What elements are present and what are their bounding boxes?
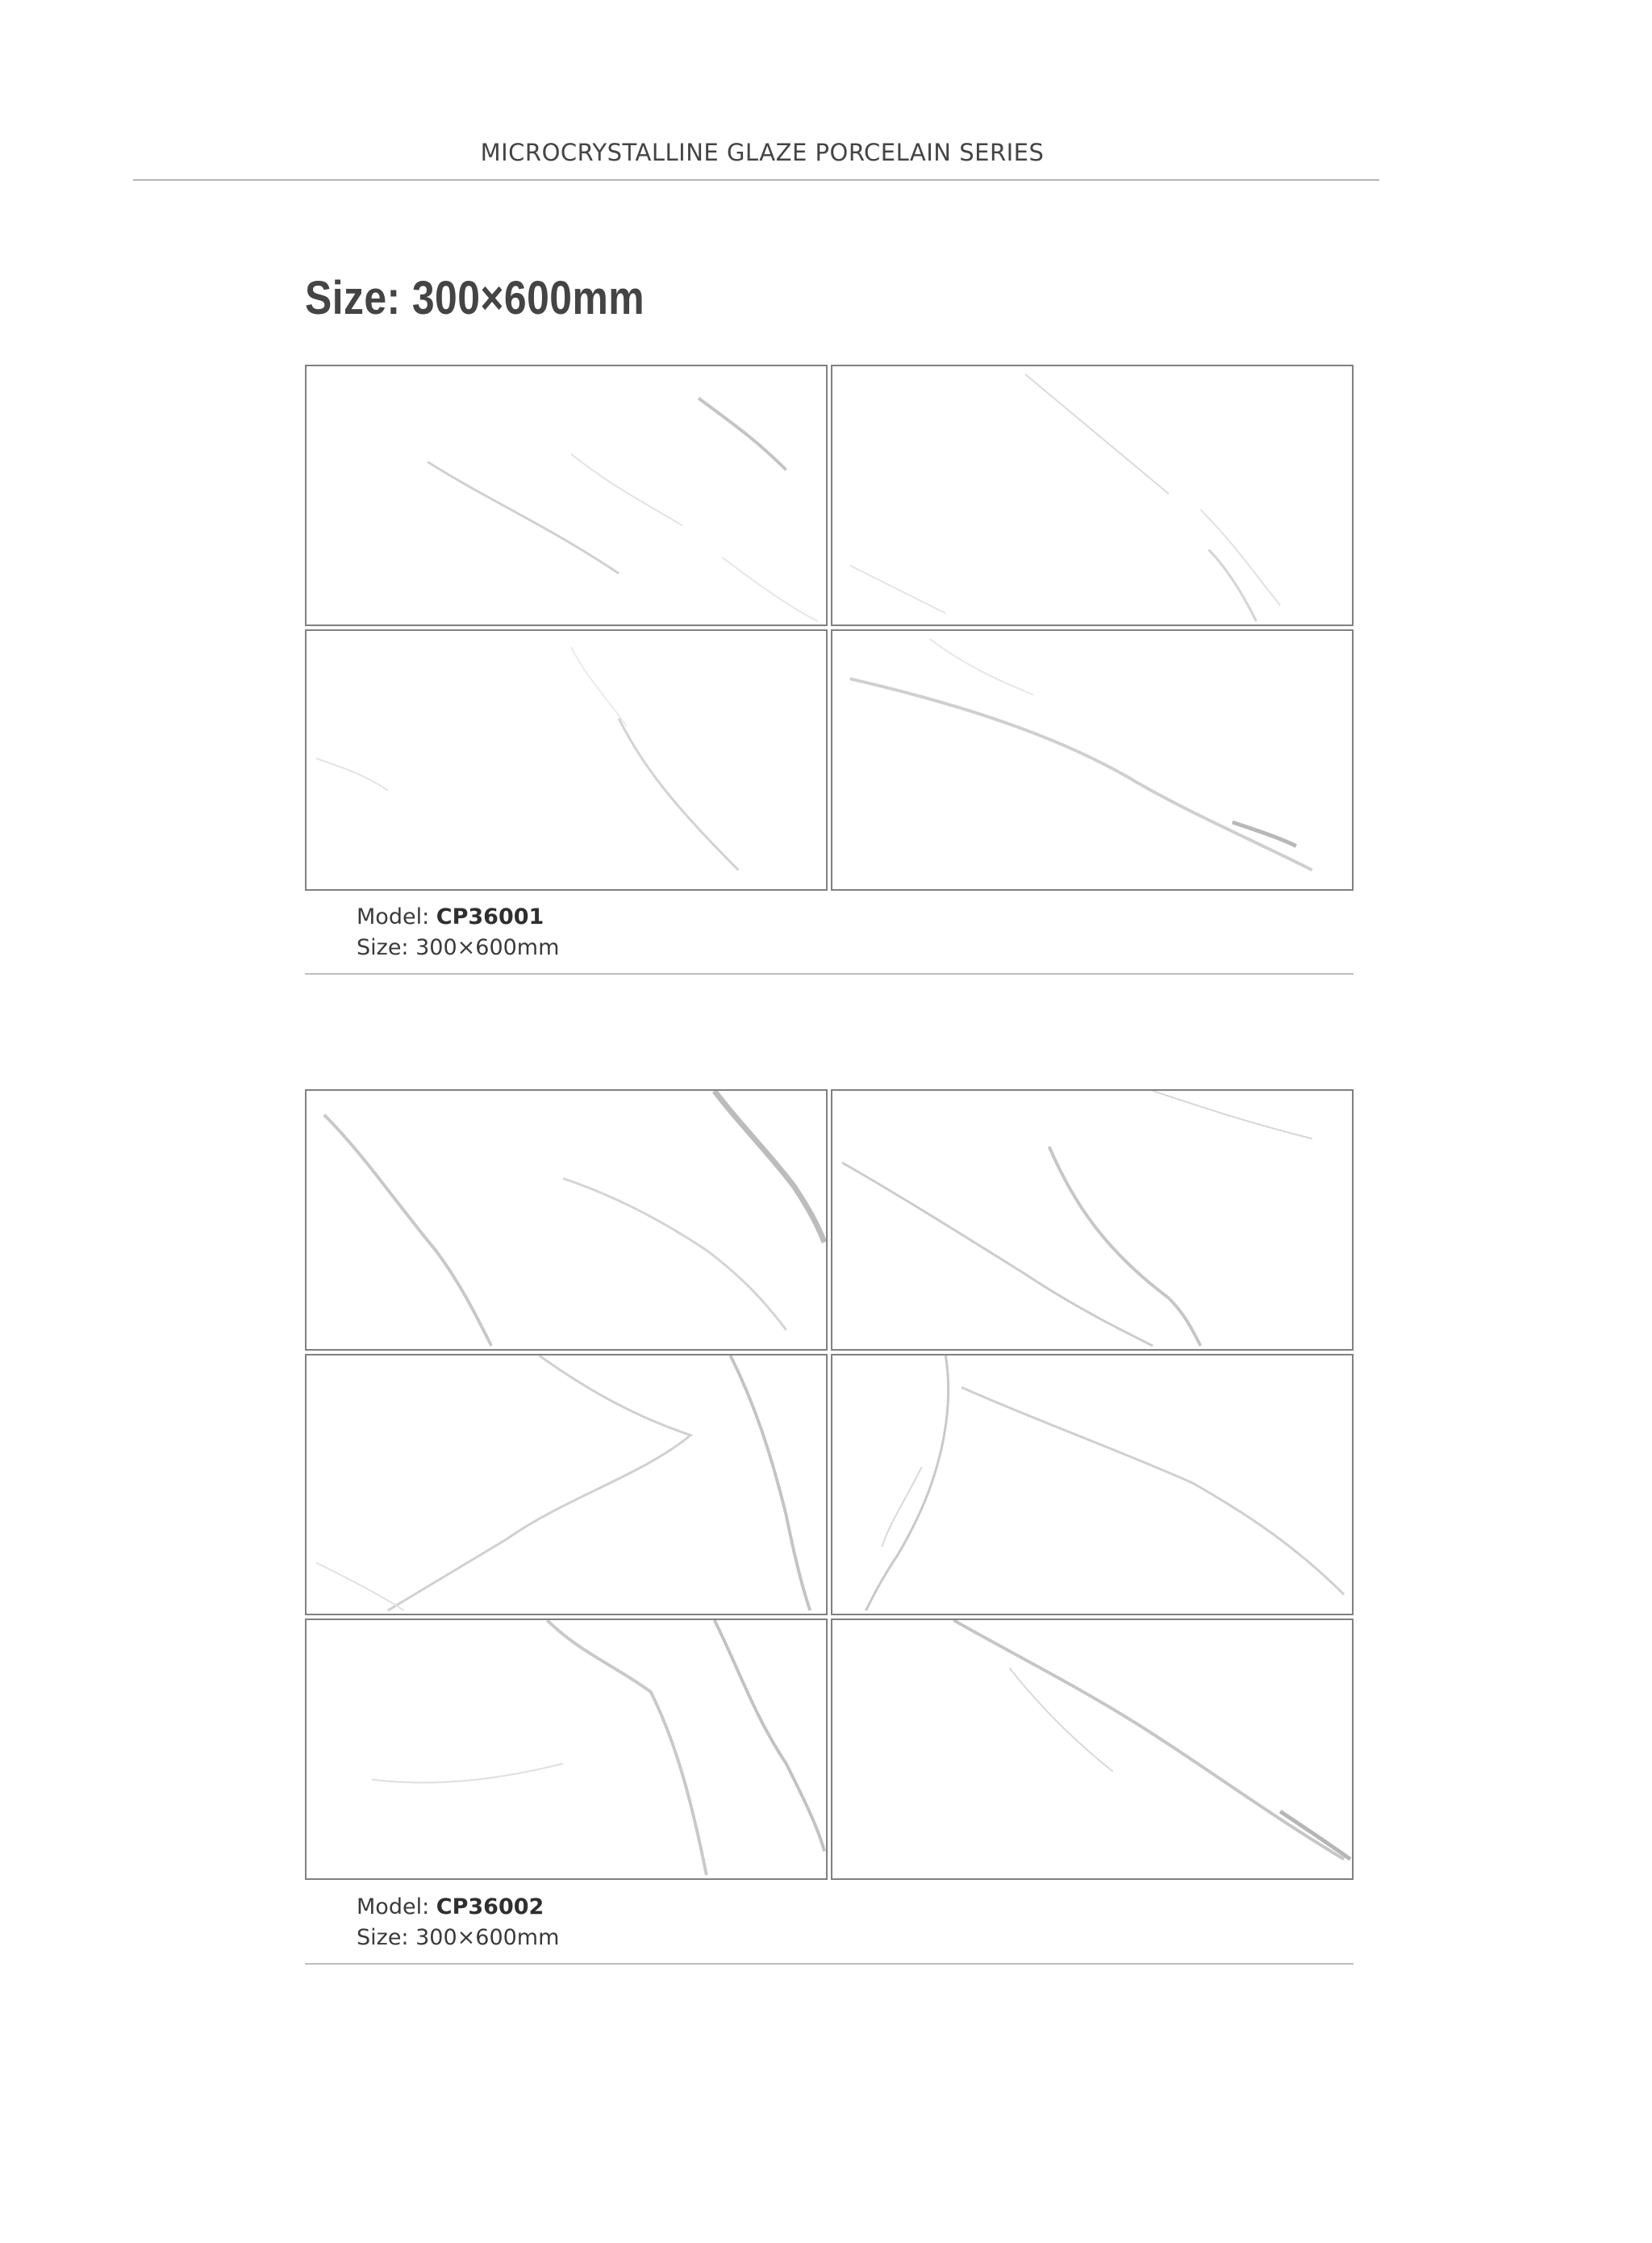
tile-grid-cp36001: [305, 365, 1354, 891]
tile-image: [305, 365, 828, 626]
product-divider: [305, 973, 1354, 975]
tile-image: [831, 365, 1354, 626]
marble-tile-image: [832, 631, 1352, 889]
tile-image: [305, 629, 828, 891]
product-caption-cp36001: [357, 902, 559, 963]
tile-image: [831, 1619, 1354, 1880]
tile-image: [831, 629, 1354, 891]
product-divider: [305, 1963, 1354, 1965]
size-line: Size: 300×600mm: [357, 935, 560, 960]
tile-image: [305, 1354, 828, 1615]
marble-tile-image: [832, 366, 1352, 624]
tile-image: [305, 1089, 828, 1351]
marble-tile-image: [832, 1620, 1352, 1878]
marble-tile-image: [307, 1091, 826, 1349]
model-label: Model:: [357, 904, 430, 929]
header-divider: [133, 179, 1379, 181]
marble-tile-image: [307, 1620, 826, 1878]
series-header: MICROCRYSTALLINE GLAZE PORCELAIN SERIES: [480, 139, 1045, 166]
model-line: [357, 1892, 559, 1923]
tile-image: [831, 1089, 1354, 1351]
model-label: Model:: [357, 1894, 430, 1919]
marble-tile-image: [307, 366, 826, 624]
product-caption-cp36002: [357, 1892, 559, 1953]
tile-image: [305, 1619, 828, 1880]
size-heading: Size: 300×600mm: [305, 272, 645, 324]
model-code: CP36001: [436, 904, 544, 929]
marble-tile-image: [832, 1091, 1352, 1349]
size-line: Size: 300×600mm: [357, 1925, 560, 1950]
model-code: CP36002: [436, 1894, 544, 1919]
model-line: [357, 902, 559, 933]
marble-tile-image: [307, 631, 826, 889]
tile-grid-cp36002: [305, 1089, 1354, 1880]
marble-tile-image: [832, 1355, 1352, 1614]
tile-image: [831, 1354, 1354, 1615]
marble-tile-image: [307, 1355, 826, 1614]
